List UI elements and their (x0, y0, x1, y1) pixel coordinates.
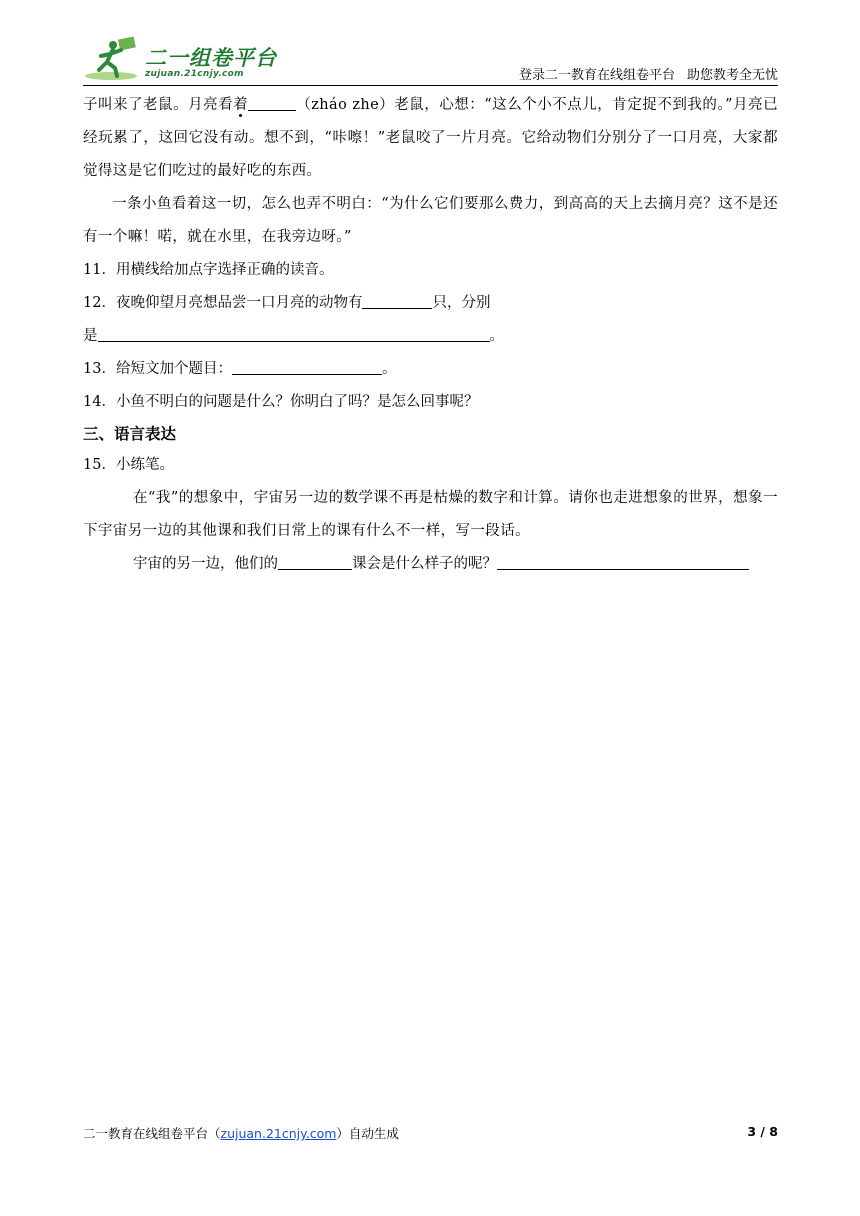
question-12 (83, 287, 778, 320)
answer-blank[interactable] (497, 553, 749, 570)
question-15: 15．小练笔。 (83, 457, 174, 473)
question-text: 。 (381, 361, 397, 377)
question-text: 12．夜晚仰望月亮想品尝一口月亮的动物有 (83, 295, 363, 311)
answer-blank[interactable] (362, 292, 432, 309)
answer-blank[interactable] (232, 358, 382, 375)
prompt-text: 宇宙的另一边，他们的 (133, 556, 278, 572)
answer-blank[interactable] (98, 325, 490, 342)
page-header (83, 30, 778, 86)
question-13 (83, 353, 778, 386)
question-12-continued (83, 320, 778, 353)
writing-prompt: 在“我”的想象中，宇宙另一边的数学课不再是枯燥的数字和计算。请你也走进想象的世界，想象一下宇宙另一边的其他课和我们日常上的课有什么不一样，写一段话。 (83, 490, 778, 539)
header-slogan-text: 助您教考全无忧 (686, 68, 778, 83)
header-login-text[interactable]: 登录二一教育在线组卷平台 (518, 68, 675, 83)
question-text: 。 (489, 328, 504, 344)
question-14: 14．小鱼不明白的问题是什么？你明白了吗？是怎么回事呢？ (83, 394, 479, 410)
writing-line (83, 548, 778, 581)
question-text: 是 (83, 328, 98, 344)
header-slogan (519, 64, 778, 83)
question-text: 13．给短文加个题目： (83, 361, 232, 377)
logo-subtitle: zujuan.21cnjy.com (145, 69, 244, 79)
page-number: 3 / 8 (747, 1124, 778, 1139)
passage-paragraph-2: 一条小鱼看着这一切，怎么也弄不明白：“为什么它们要那么费力，到高高的天上去摘月亮？这不是还有一个嘛！喏，就在水里，在我旁边呀。” (83, 196, 778, 245)
passage-text: （zháo zhe）老鼠，心想：“这么个小不点儿，肯定捉不到我的。”月亮已经玩累了，这回它没有动。想不到，“咔嚓！”老鼠咬了一片月亮。它给动物们分别分了一口月亮，大家都觉得这是它们吃过的最好吃的东西。 (83, 97, 778, 179)
prompt-text: 课会是什么样子的呢？ (352, 556, 497, 572)
header-divider (83, 85, 778, 86)
running-man-logo-icon (83, 36, 145, 82)
answer-blank[interactable] (278, 553, 352, 570)
footer-link[interactable]: zujuan.21cnjy.com (220, 1126, 337, 1141)
passage-text: 子叫来了老鼠。月亮看 (83, 97, 234, 113)
question-11: 11．用横线给加点字选择正确的读音。 (83, 262, 334, 278)
footer-text: 二一教育在线组卷平台（ (83, 1126, 221, 1141)
logo-title: 二一组卷平台 (145, 46, 277, 70)
page-footer (83, 1124, 778, 1144)
site-logo[interactable] (83, 36, 283, 82)
answer-blank[interactable] (248, 94, 296, 111)
section-title: 三、语言表达 (83, 425, 177, 443)
question-text: 只，分别 (432, 295, 491, 311)
document-body (83, 89, 778, 581)
passage-paragraph-1 (83, 89, 778, 188)
footer-source (83, 1124, 399, 1142)
footer-text: ）自动生成 (336, 1126, 399, 1141)
dotted-character: 着 (233, 97, 249, 113)
